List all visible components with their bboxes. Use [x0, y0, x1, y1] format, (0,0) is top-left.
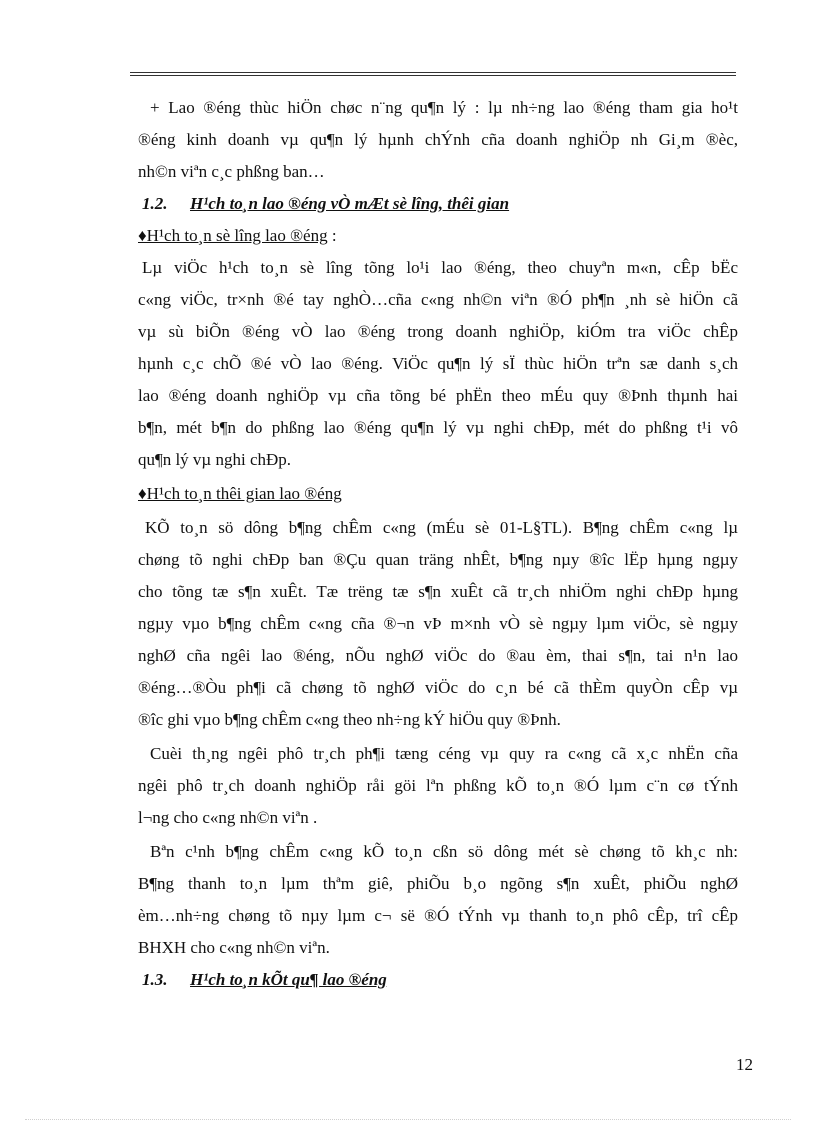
- text-line: hµnh c¸c chÕ ®é vÒ lao ®éng. ViÖc qu¶n lý sÏ thùc hiÖn trªn sæ danh s¸ch: [138, 354, 738, 373]
- text-line: ngêi phô tr¸ch doanh nghiÖp råi göi lªn phßng kÕ to¸n ®Ó lµm c¨n cø tÝnh: [138, 776, 738, 795]
- text-line: cho tõng tæ s¶n xuÊt. Tæ trëng tæ s¶n xuÊt cã tr¸ch nhiÖm nghi chÐp hµng: [138, 582, 738, 601]
- text-line: B¶ng thanh to¸n lµm thªm giê, phiÕu b¸o ngõng s¶n xuÊt, phiÕu nghØ: [138, 874, 738, 893]
- section-title: H¹ch to¸n lao ®éng vÒ mÆt sè lîng, thêi gian: [190, 194, 510, 213]
- text-line: ®éng…®Òu ph¶i cã chøng tõ nghØ viÖc do c¸n bé cã thÈm quyÒn cÊp vµ: [138, 678, 738, 697]
- text-line: KÕ to¸n sö dông b¶ng chÊm c«ng (mÉu sè 01-L§TL). B¶ng chÊm c«ng lµ: [145, 518, 738, 537]
- section-title: H¹ch to¸n kÕt qu¶ lao ®éng: [190, 970, 387, 989]
- header-rule-top: [130, 72, 736, 73]
- text-line: ngµy vµo b¶ng chÊm c«ng cña ®¬n vÞ m×nh vÒ sè ngµy lµm viÖc, sè ngµy: [138, 614, 738, 633]
- subheading-colon: :: [327, 226, 337, 245]
- text-line: vµ sù biÕn ®éng vÒ lao ®éng trong doanh nghiÖp, kiÓm tra viÖc chÊp: [138, 322, 738, 341]
- text-line: BHXH cho c«ng nh©n viªn.: [138, 938, 330, 957]
- text-line: ®éng kinh doanh vµ qu¶n lý hµnh chÝnh cña doanh nghiÖp nh Gi¸m ®èc,: [138, 130, 738, 149]
- section-heading-1-3: [142, 970, 742, 990]
- text-line: Cuèi th¸ng ngêi phô tr¸ch ph¶i tæng céng vµ quy ra c«ng cã x¸c nhËn cña: [150, 744, 738, 763]
- subheading-quantity: [138, 226, 738, 246]
- page-number: 12: [736, 1055, 753, 1074]
- page-bottom-border: [25, 1119, 791, 1120]
- text-line: b¶n, mét b¶n do phßng lao ®éng qu¶n lý vµ nghi chÐp, mét do phßng t¹i vô: [138, 418, 738, 437]
- text-line: chøng tõ nghi chÐp ban ®Çu quan träng nhÊt, b¶ng nµy ®îc lËp hµng ngµy: [138, 550, 738, 569]
- text-line: Bªn c¹nh b¶ng chÊm c«ng kÕ to¸n cßn sö dông mét sè chøng tõ kh¸c nh:: [150, 842, 738, 861]
- text-line: nh©n viªn c¸c phßng ban…: [138, 162, 325, 181]
- section-number: 1.2.: [142, 194, 168, 213]
- text-line: ®îc ghi vµo b¶ng chÊm c«ng theo nh÷ng kÝ hiÖu quy ®Þnh.: [138, 710, 561, 729]
- text-line: l¬ng cho c«ng nh©n viªn .: [138, 808, 318, 827]
- subheading-title: ♦H¹ch to¸n thêi gian lao ®éng: [138, 484, 342, 503]
- text-line: qu¶n lý vµ nghi chÐp.: [138, 450, 292, 469]
- text-line: lao ®éng doanh nghiÖp vµ cña tõng bé phËn theo mÉu quy ®Þnh thµnh hai: [138, 386, 738, 405]
- header-rule-bottom: [130, 75, 736, 76]
- text-line: c«ng viÖc, tr×nh ®é tay nghÒ…cña c«ng nh©n viªn ®Ó ph¶n ¸nh sè hiÖn cã: [138, 290, 738, 309]
- text-line: Lµ viÖc h¹ch to¸n sè lîng tõng lo¹i lao ®éng, theo chuyªn m«n, cÊp bËc: [142, 258, 738, 277]
- text-line: èm…nh÷ng chøng tõ nµy lµm c¬ së ®Ó tÝnh vµ thanh to¸n phô cÊp, trî cÊp: [138, 906, 738, 925]
- section-heading-1-2: [142, 194, 742, 214]
- text-line: + Lao ®éng thùc hiÖn chøc n¨ng qu¶n lý : lµ nh÷ng lao ®éng tham gia ho¹t: [150, 98, 738, 117]
- section-number: 1.3.: [142, 970, 168, 989]
- subheading-time: [138, 484, 738, 504]
- subheading-title: ♦H¹ch to¸n sè lîng lao ®éng: [138, 226, 328, 245]
- text-line: nghØ cña ngêi lao ®éng, nÕu nghØ viÖc do ®au èm, thai s¶n, tai n¹n lao: [138, 646, 738, 665]
